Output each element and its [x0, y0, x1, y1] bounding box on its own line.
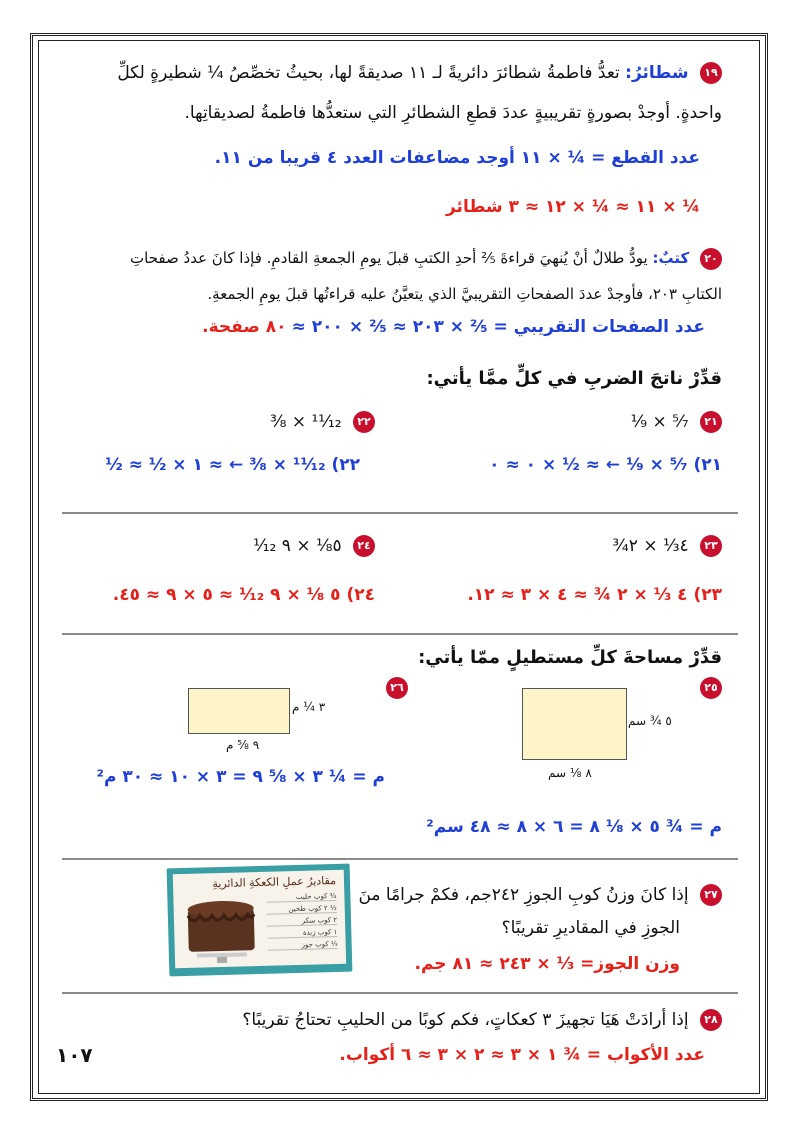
recipe-card-image — [167, 864, 353, 977]
problem-28-answer: عدد الأكواب = ¾ ١ × ٣ ≈ ٢ × ٣ ≈ ٦ أكواب. — [339, 1045, 705, 1065]
divider — [62, 633, 738, 635]
problem-20-text1: يودُّ طلالٌ أنْ يُنهيَ قراءةَ ⅖ أحدِ الكتبِ قبلَ يومِ الجمعةِ القادمِ. فإذا كانَ عددُ صفحاتِ — [130, 249, 648, 267]
rectangle-25-bottom-label: ٨ ⅛ سم — [548, 766, 592, 780]
recipe-line: ¾ كوب حليب — [266, 892, 336, 903]
problem-22-expression: ¹¹⁄₁₂ × ³⁄₈ — [269, 412, 342, 432]
recipe-line: ½ ٢ كوب طحين — [267, 904, 337, 915]
problem-19-keyword: شطائرُ: — [625, 63, 689, 83]
recipe-card-title: مقاديرُ عملِ الكعكةِ الدائريةِ — [212, 873, 337, 891]
problem-20-line1 — [130, 243, 722, 273]
recipe-line: ١ كوب زبدة — [267, 928, 337, 939]
problem-20-answer-blue: عدد الصفحات التقريبي = ⅖ × ٢٠٣ ≈ ⅖ × ٢٠٠ ≈ — [291, 317, 705, 337]
problem-27-text1: إذا كانَ وزنُ كوبِ الجوزِ ٢٤٢جم، فكمْ جرامًا منَ — [358, 885, 689, 905]
problem-26-answer: م = ¼ ٣ × ⅝ ٩ = ٣ × ١٠ ≈ ٣٠ م² — [96, 767, 385, 787]
problem-25 — [694, 677, 722, 699]
cake-icon — [181, 894, 261, 966]
divider — [62, 858, 738, 860]
rectangle-26-bottom-label: ٩ ⅝ م — [226, 738, 260, 752]
problem-25-answer: م = ¾ ٥ × ⅛ ٨ = ٦ × ٨ ≈ ٤٨ سم² — [426, 817, 722, 837]
recipe-line: ⅓ كوب جوز — [268, 940, 338, 951]
problem-26 — [380, 677, 408, 699]
rectangle-25-side-label: ٥ ¾ سم — [628, 714, 672, 728]
divider — [62, 992, 738, 994]
problem-21-answer: ٢١) ⁵⁄₇ × ¹⁄₉ ← ≈ ½ × ٠ ≈ ٠ — [489, 455, 722, 475]
problem-19-answer2: ¼ × ١١ ≈ ¼ × ١٢ ≈ ٣ شطائر — [445, 197, 700, 217]
problem-22 — [270, 407, 375, 437]
rectangle-26-side-label: ٣ ¼ م — [292, 700, 326, 714]
problem-23-answer: ٢٣) ٤ ⅓ × ٢ ¾ ≈ ٤ × ٣ ≈ ١٢. — [467, 585, 722, 605]
problem-23-expression: ٤⅓ × ٢¾ — [612, 536, 689, 556]
problem-number-20: ٢٠ — [700, 248, 722, 270]
problem-number-24: ٢٤ — [353, 535, 375, 557]
problem-21 — [631, 407, 722, 437]
problem-number-21: ٢١ — [700, 411, 722, 433]
problem-23 — [612, 531, 722, 561]
divider — [62, 512, 738, 514]
problem-21-expression: ⁵⁄₇ × ¹⁄₉ — [630, 412, 689, 432]
problem-19-text2: واحدةٍ. أوجدْ بصورةٍ تقريبيةٍ عددَ قطعِ الشطائرِ التي ستعدُّها فاطمةُ لصديقاتِها. — [184, 103, 722, 123]
problem-20-answer-red: ٨٠ صفحة. — [202, 317, 287, 337]
problem-number-26: ٢٦ — [386, 677, 408, 699]
problem-22-answer: ٢٢) ¹¹⁄₁₂ × ³⁄₈ ← ≈ ١ × ½ ≈ ½ — [105, 455, 360, 475]
problem-19-line1 — [117, 58, 722, 88]
problem-27-text2: الجوزِ في المقاديرِ تقريبًا؟ — [501, 918, 680, 938]
recipe-line: ٢ كوب سكر — [267, 916, 337, 927]
problem-27-answer: وزن الجوز= ⅓ × ٢٤٣ ≈ ٨١ جم. — [414, 954, 680, 974]
page-number: ١٠٧ — [56, 1043, 93, 1067]
problem-24 — [253, 531, 375, 561]
problem-24-answer: ٢٤) ٥ ⅛ × ٩ ¹⁄₁₂ ≈ ٥ × ٩ ≈ ٤٥. — [112, 585, 375, 605]
problem-20-answer — [202, 317, 705, 337]
problem-19-text1: تعدُّ فاطمةُ شطائرَ دائريةً لـ ١١ صديقةً لها، بحيثُ تخصِّصُ ¼ شطيرةٍ لكلِّ — [117, 63, 620, 83]
problem-28-text1: إذا أرادَتْ هَيَا تجهيزَ ٣ كعكاتٍ، فكم كوبًا من الحليبِ تحتاجُ تقريبًا؟ — [242, 1010, 689, 1030]
problem-19-answer1: عدد القطع = ¼ × ١١ أوجد مضاعفات العدد ٤ قريبا من ١١. — [214, 148, 700, 168]
problem-number-28: ٢٨ — [700, 1009, 722, 1031]
problem-number-27: ٢٧ — [700, 884, 722, 906]
section-title-estimate-area: قدِّرْ مساحةَ كلِّ مستطيلٍ ممّا يأتي: — [418, 647, 722, 668]
problem-number-25: ٢٥ — [700, 677, 722, 699]
problem-28-line1 — [242, 1005, 722, 1035]
problem-number-23: ٢٣ — [700, 535, 722, 557]
problem-20-text2: الكتابِ ٢٠٣، فأوجدْ عددَ الصفحاتِ التقريبيَّ الذي يتعيَّنُ عليه قراءتُها قبلَ يومِ الجمعةِ. — [207, 285, 722, 303]
problem-24-expression: ٥⅛ × ٩ ¹⁄₁₂ — [253, 536, 342, 556]
problem-27-line1 — [358, 880, 722, 910]
rectangle-26 — [188, 688, 290, 734]
problem-number-22: ٢٢ — [353, 411, 375, 433]
rectangle-25 — [522, 688, 627, 760]
section-title-estimate-product: قدِّرْ ناتجَ الضربِ في كلٍّ ممَّا يأتي: — [426, 368, 722, 389]
problem-20-keyword: كتبٌ: — [652, 249, 690, 267]
recipe-card — [173, 870, 346, 968]
problem-number-19: ١٩ — [700, 62, 722, 84]
